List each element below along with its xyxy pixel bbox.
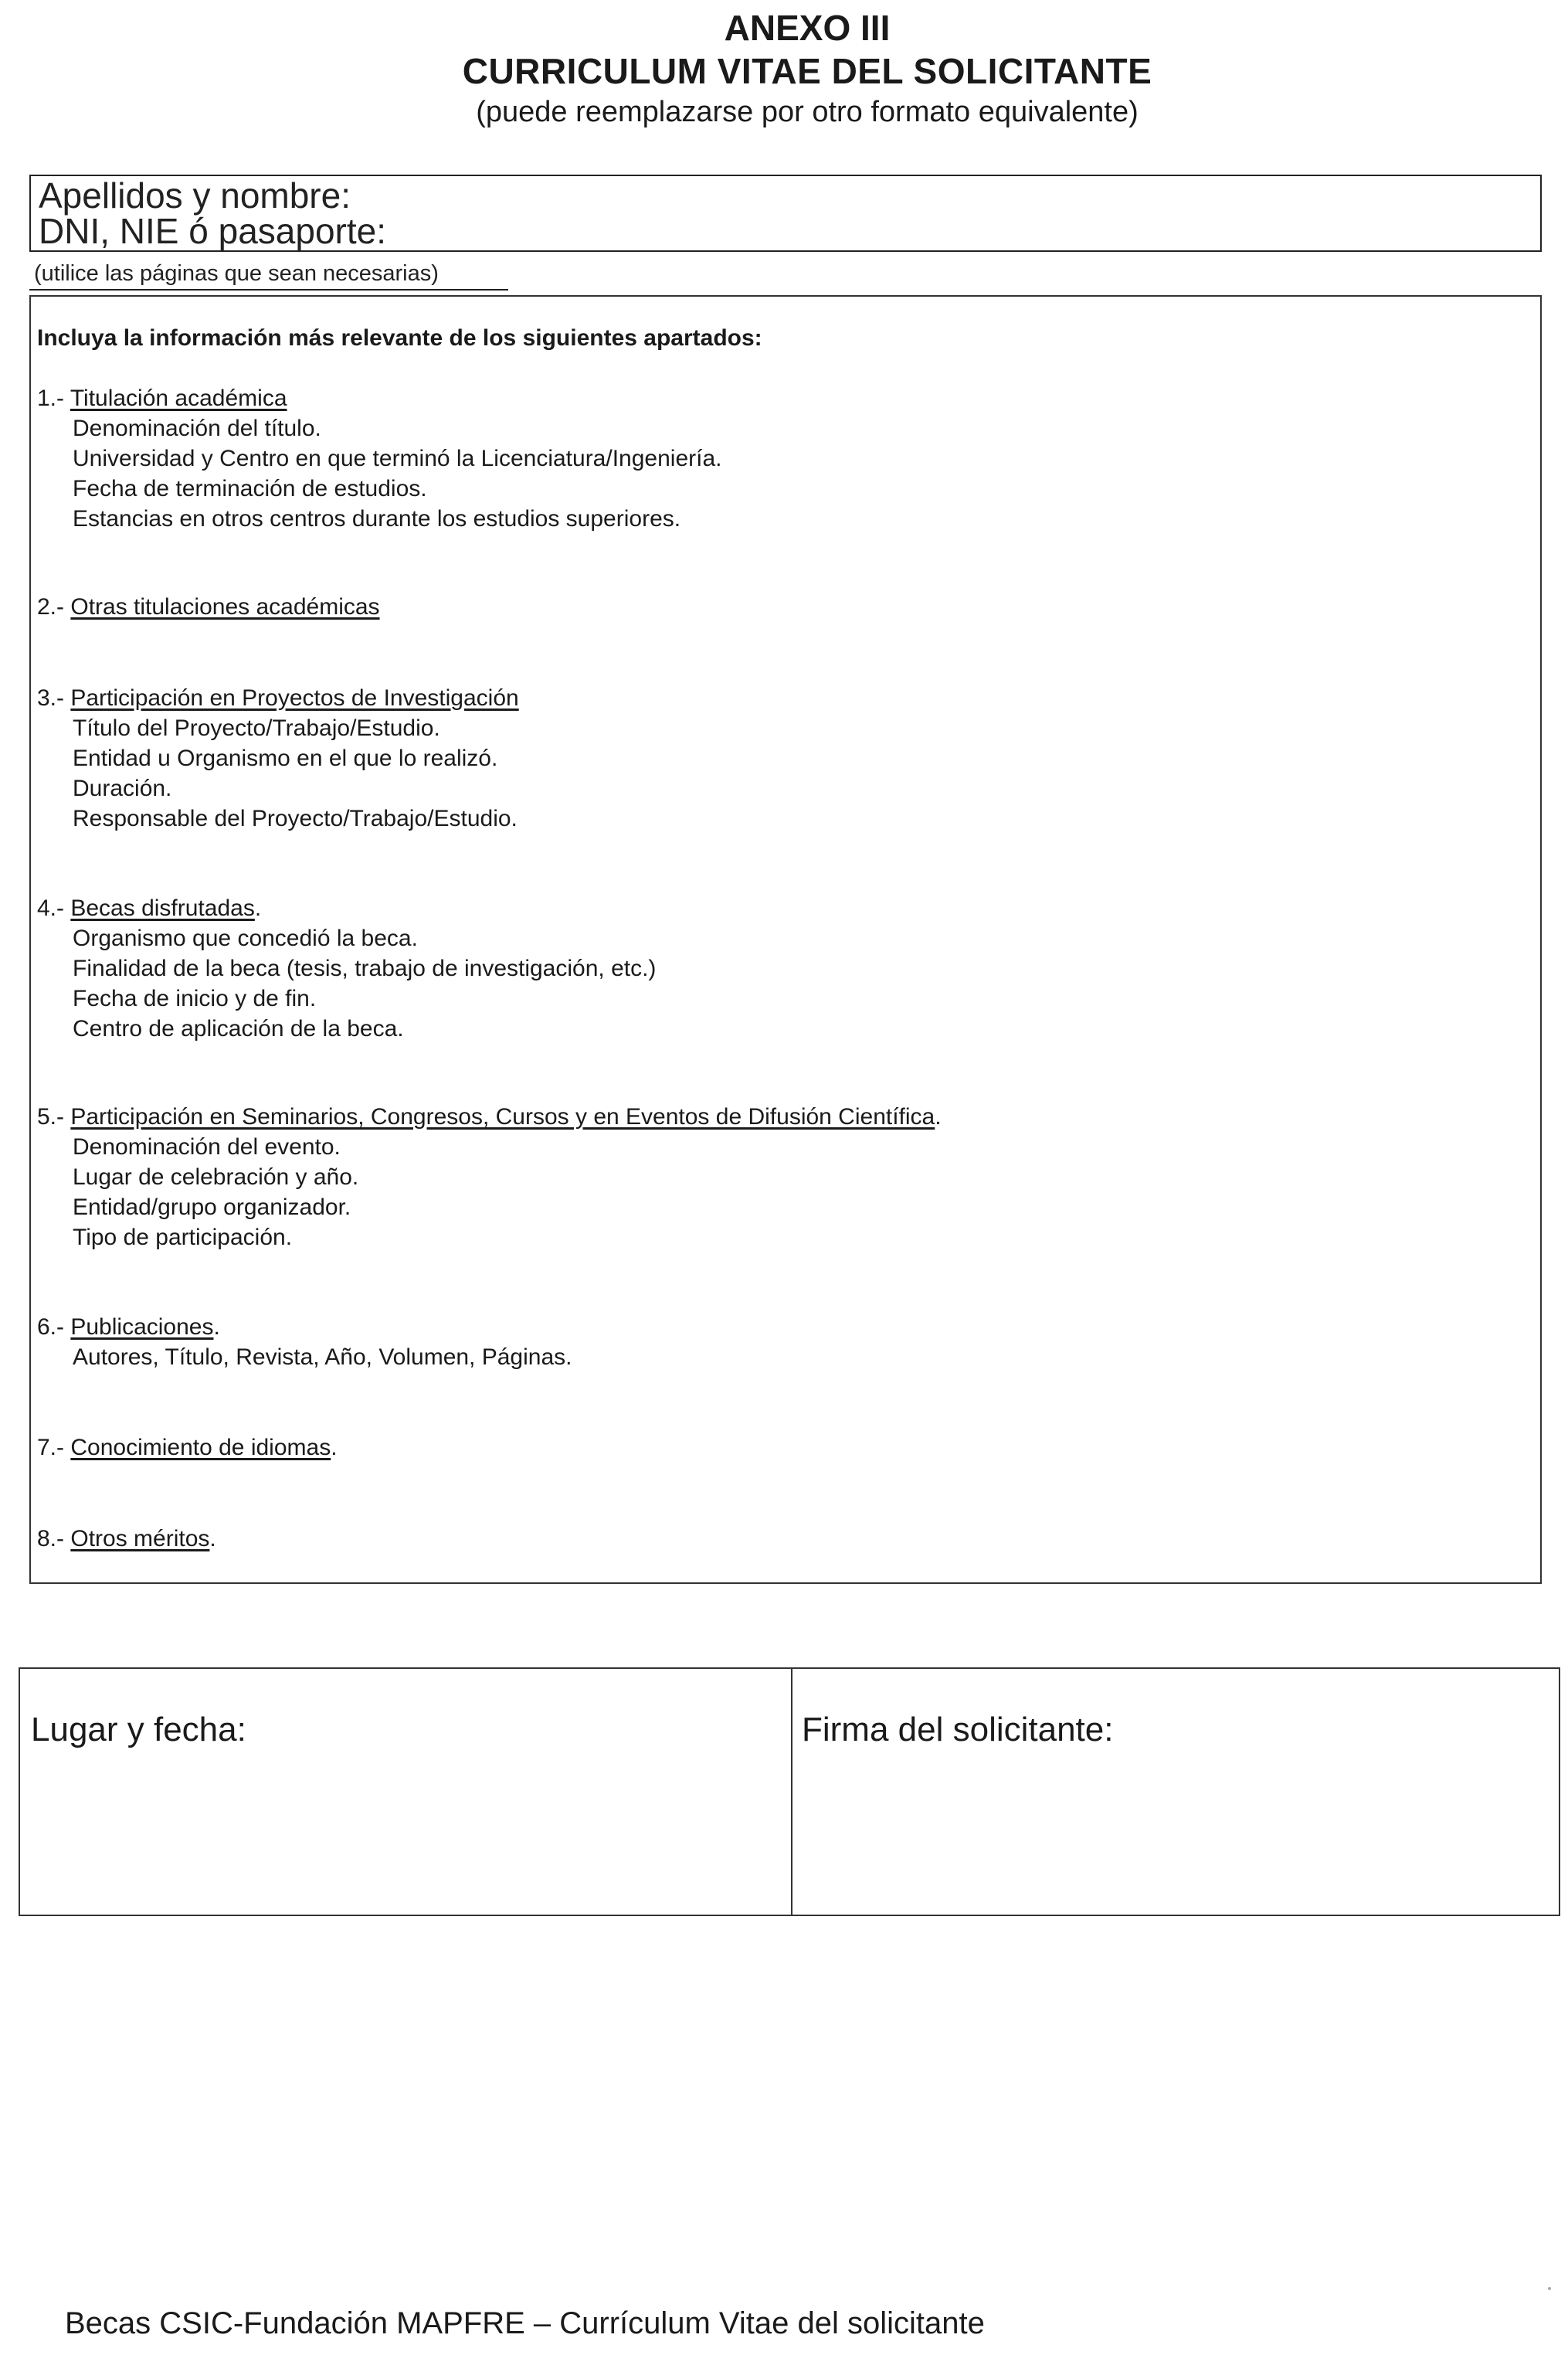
- scan-speck: [1548, 2287, 1551, 2290]
- list-item: Denominación del título.: [73, 416, 321, 441]
- list-item: Organismo que concedió la beca.: [73, 926, 418, 951]
- identity-box: [29, 175, 1542, 252]
- id-document-field-label: DNI, NIE ó pasaporte:: [39, 211, 386, 251]
- divider: [29, 289, 508, 291]
- section-title: Otros méritos: [70, 1526, 210, 1551]
- instructions-heading: Incluya la información más relevante de los siguientes apartados:: [37, 325, 762, 351]
- section-heading: 1.- Titulación académica: [37, 386, 287, 411]
- section-heading: 4.- Becas disfrutadas.: [37, 895, 262, 921]
- section-heading: 6.- Publicaciones.: [37, 1314, 220, 1340]
- place-date-label: Lugar y fecha:: [31, 1711, 246, 1748]
- section-title: Publicaciones: [70, 1314, 214, 1340]
- list-item: Denominación del evento.: [73, 1134, 341, 1160]
- list-item: Responsable del Proyecto/Trabajo/Estudio.: [73, 806, 518, 831]
- section-other-merits: [37, 1524, 216, 1554]
- section-title: Otras titulaciones académicas: [70, 594, 380, 620]
- list-item: Autores, Título, Revista, Año, Volumen, Páginas.: [73, 1344, 572, 1370]
- list-item: Lugar de celebración y año.: [73, 1164, 359, 1190]
- page-header: [0, 6, 1568, 131]
- section-title: Titulación académica: [70, 386, 287, 411]
- section-academic-degree: [37, 383, 721, 534]
- list-item: Finalidad de la beca (tesis, trabajo de investigación, etc.): [73, 956, 657, 981]
- pages-hint: (utilice las páginas que sean necesarias): [34, 261, 439, 286]
- applicant-signature-label: Firma del solicitante:: [802, 1711, 1114, 1748]
- list-item: Título del Proyecto/Trabajo/Estudio.: [73, 715, 440, 741]
- annex-title: ANEXO III: [724, 8, 891, 48]
- page-footer: Becas CSIC-Fundación MAPFRE – Currículum Vitae del solicitante: [65, 2306, 985, 2340]
- section-heading: 7.- Conocimiento de idiomas.: [37, 1435, 338, 1460]
- list-item: Fecha de inicio y de fin.: [73, 986, 317, 1011]
- list-item: Entidad u Organismo en el que lo realizó.: [73, 746, 498, 771]
- section-grants: [37, 893, 656, 1044]
- section-heading: 3.- Participación en Proyectos de Investigación: [37, 685, 519, 711]
- section-title: Becas disfrutadas: [70, 895, 255, 921]
- list-item: Entidad/grupo organizador.: [73, 1194, 351, 1220]
- section-title: Conocimiento de idiomas: [70, 1435, 331, 1460]
- section-heading: 2.- Otras titulaciones académicas: [37, 594, 380, 620]
- document-title: CURRICULUM VITAE DEL SOLICITANTE: [462, 51, 1152, 91]
- signature-divider: [791, 1669, 792, 1915]
- document-subtitle: (puede reemplazarse por otro formato equivalente): [476, 96, 1139, 128]
- signature-box: [19, 1667, 1560, 1916]
- section-heading: 5.- Participación en Seminarios, Congresos, Cursos y en Eventos de Difusión Científica.: [37, 1104, 942, 1130]
- section-heading: 8.- Otros méritos.: [37, 1526, 216, 1551]
- list-item: Universidad y Centro en que terminó la Licenciatura/Ingeniería.: [73, 446, 722, 471]
- list-item: Estancias en otros centros durante los estudios superiores.: [73, 506, 681, 532]
- section-languages: [37, 1432, 338, 1463]
- section-title: Participación en Proyectos de Investigación: [70, 685, 519, 711]
- list-item: Tipo de participación.: [73, 1225, 293, 1250]
- list-item: Duración.: [73, 776, 172, 801]
- section-publications: [37, 1312, 572, 1372]
- section-title: Participación en Seminarios, Congresos, Cursos y en Eventos de Difusión Científica: [70, 1104, 935, 1130]
- list-item: Centro de aplicación de la beca.: [73, 1016, 404, 1042]
- section-other-degrees: [37, 592, 380, 622]
- section-research-projects: [37, 683, 519, 834]
- section-seminars-congresses: [37, 1102, 942, 1252]
- list-item: Fecha de terminación de estudios.: [73, 476, 427, 501]
- name-field-label: Apellidos y nombre:: [39, 175, 351, 216]
